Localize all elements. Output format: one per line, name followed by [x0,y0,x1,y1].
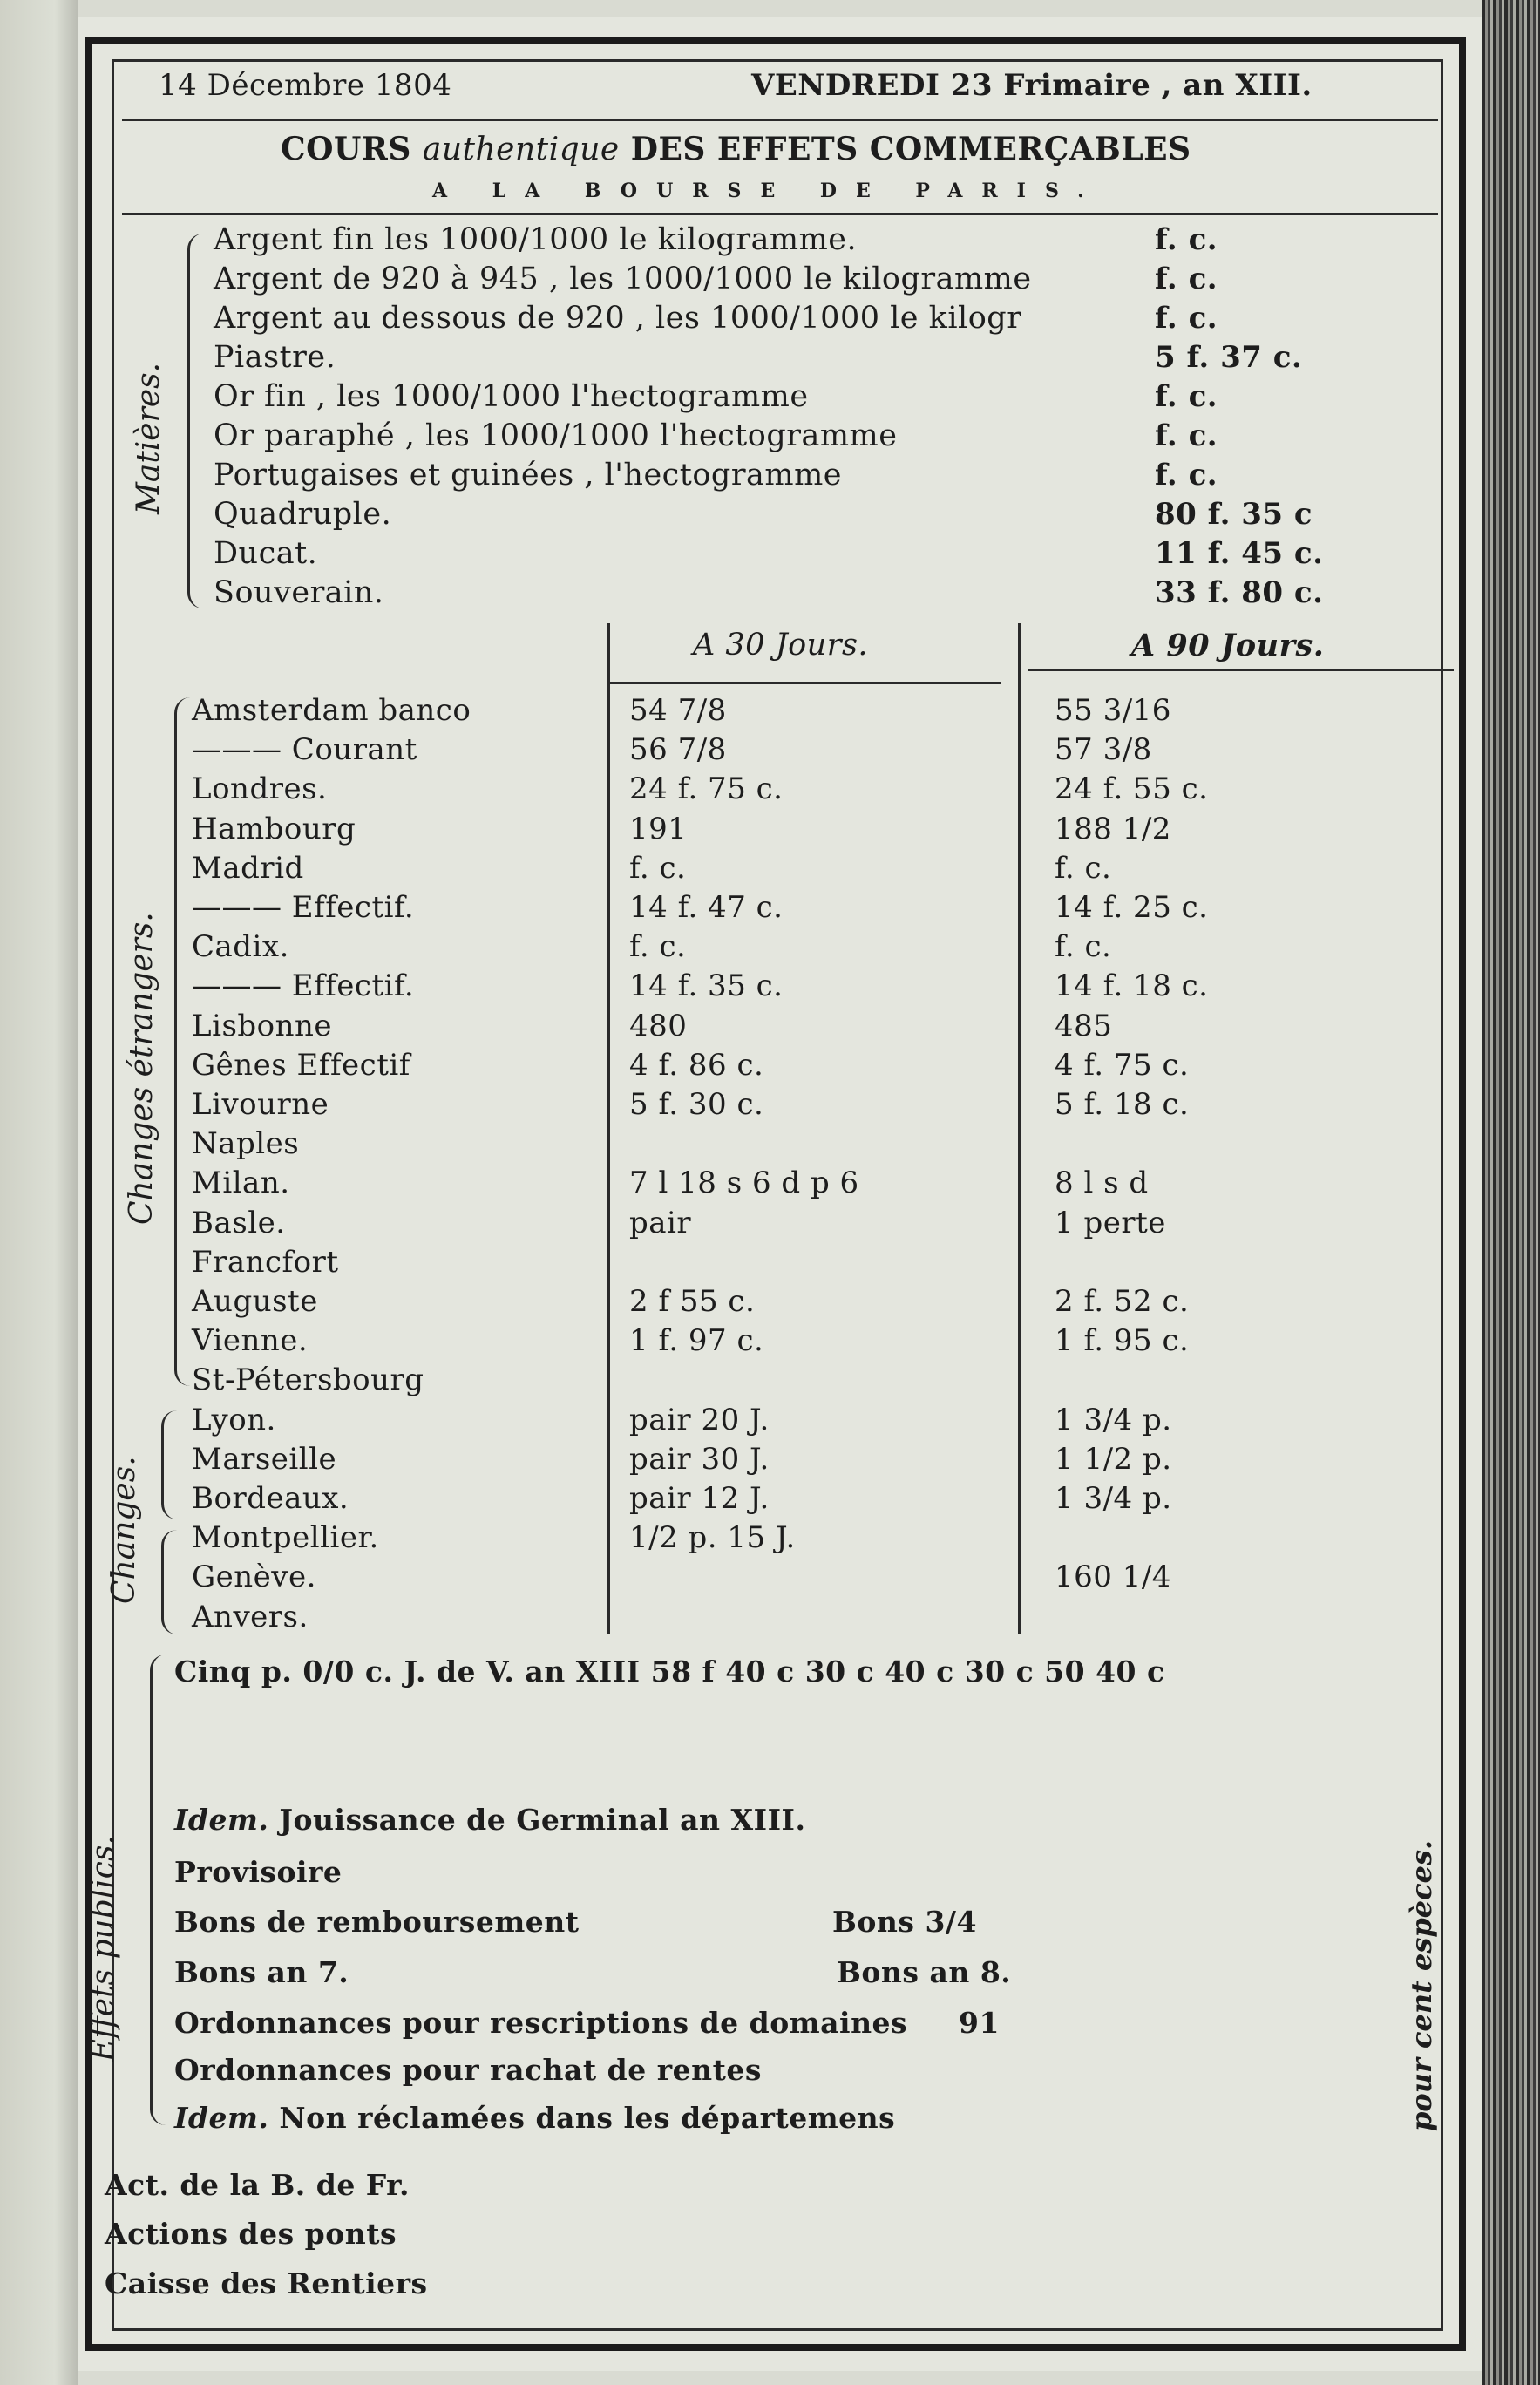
date-gregorian: 14 Décembre 1804 [159,68,452,103]
facing-page-edge [0,0,78,2385]
page-title [281,131,1191,167]
idem-label-2: Idem. [174,2101,269,2135]
changes-row-label: ——— Effectif. [192,890,415,925]
changes-row-90-jours: f. c. [1055,850,1112,886]
matieres-row-label: Souverain. [214,575,384,610]
changes-row-label: Londres. [192,771,328,807]
changes-row-30-jours: 5 f. 30 c. [629,1087,764,1122]
matieres-row-label: Ducat. [214,536,318,571]
title-italic: authentique [422,132,620,167]
changes-row-label: Lyon. [192,1402,276,1437]
effets-bons-an-8: Bons an 8. [837,1955,1012,1989]
matieres-brace [187,234,209,608]
changes-row-90-jours: 1 perte [1055,1205,1166,1240]
footer-line-2: Actions des ponts [105,2217,397,2251]
book-page-edges [1482,0,1540,2385]
changes-row-30-jours: 191 [629,811,688,846]
changes-interior-brace [161,1410,180,1519]
changes-row-30-jours: pair [629,1205,692,1240]
changes-row-30-jours: 1 f. 97 c. [629,1323,764,1359]
matieres-row-label: Or paraphé , les 1000/1000 l'hectogramme [214,418,898,453]
changes-row-90-jours: 485 [1055,1008,1113,1043]
changes-row-30-jours: 1/2 p. 15 J. [629,1520,796,1556]
col-divider-left [607,623,610,1634]
effets-idem-non-reclamees [174,2101,895,2135]
effets-idem-jouissance [174,1803,805,1837]
matieres-row-label: Quadruple. [214,497,392,532]
effets-ordonnances-rachat: Ordonnances pour rachat de rentes [174,2053,762,2087]
jouissance-text: Jouissance de Germinal an XIII. [279,1803,806,1837]
changes-row-label: Bordeaux. [192,1481,349,1516]
effets-bons-3-4: Bons 3/4 [832,1905,977,1939]
changes-row-90-jours: 14 f. 18 c. [1055,968,1209,1004]
footer-line-1: Act. de la B. de Fr. [105,2168,410,2202]
changes-row-label: Basle. [192,1205,286,1240]
changes-row-label: Francfort [192,1244,339,1280]
changes-row-label: Lisbonne [192,1008,333,1043]
changes-row-label: Hambourg [192,811,356,846]
changes-row-label: Milan. [192,1165,290,1201]
effets-provisoire: Provisoire [174,1855,343,1889]
section-label-changes: Changes. [106,1456,142,1604]
effets-brace [150,1655,170,2125]
idem-label: Idem. [174,1803,269,1837]
col-head-30-text: A 30 Jours. [693,628,869,662]
changes-row-label: Montpellier. [192,1520,379,1556]
changes-row-label: Amsterdam banco [192,693,471,728]
date-republican: VENDREDI 23 Frimaire , an XIII. [751,68,1313,103]
changes-row-90-jours: 1 3/4 p. [1055,1402,1172,1437]
effets-ordonnances-value: 91 [959,2006,1000,2040]
matieres-row-value: f. c. [1155,379,1218,414]
changes-row-30-jours: f. c. [629,850,687,886]
matieres-row-value: 33 f. 80 c. [1155,575,1324,610]
changes-row-label: St-Pétersbourg [192,1362,424,1398]
col-head-90: A 90 Jours. [1131,628,1325,663]
changes-row-label: ——— Effectif. [192,968,415,1004]
changes-row-90-jours: 4 f. 75 c. [1055,1047,1190,1083]
changes-row-30-jours: pair 30 J. [629,1441,770,1477]
changes-row-30-jours: 54 7/8 [629,693,727,728]
matieres-row-value: f. c. [1155,301,1218,336]
effets-bons-an-7: Bons an 7. [174,1955,349,1989]
changes-row-90-jours: 24 f. 55 c. [1055,771,1209,807]
page-subtitle: A LA BOURSE DE PARIS. [432,180,1103,202]
col-head-30 [693,628,868,662]
matieres-row-label: Or fin , les 1000/1000 l'hectogramme [214,379,809,414]
matieres-row-label: Piastre. [214,340,336,375]
changes-row-30-jours: f. c. [629,929,687,965]
matieres-row-value: 5 f. 37 c. [1155,340,1303,375]
changes-row-90-jours: 1 3/4 p. [1055,1481,1172,1516]
changes-row-label: Auguste [192,1284,318,1319]
effets-ordonnances-rescriptions: Ordonnances pour rescriptions de domaines [174,2006,908,2040]
header-rule [122,119,1438,121]
changes-row-label: Madrid [192,850,304,886]
changes-row-30-jours: pair 12 J. [629,1481,770,1516]
changes-row-90-jours: 1 1/2 p. [1055,1441,1172,1477]
section-label-effets: Effets publics. [85,1835,121,2062]
changes-row-30-jours: 14 f. 47 c. [629,890,784,925]
col-90-rule [1028,669,1454,671]
changes-row-90-jours: 14 f. 25 c. [1055,890,1209,925]
changes-row-30-jours: 480 [629,1008,688,1043]
side-label-pour-cent: pour cent espèces. [1405,1839,1438,2131]
changes-row-90-jours: 1 f. 95 c. [1055,1323,1190,1359]
changes-row-90-jours: 2 f. 52 c. [1055,1284,1190,1319]
changes-row-30-jours: 2 f 55 c. [629,1284,756,1319]
section-label-matieres: Matières. [131,362,166,514]
section-label-changes-etrangers: Changes étrangers. [124,912,159,1225]
changes-row-label: Livourne [192,1087,329,1122]
title-pre: COURS [281,131,411,167]
changes-row-90-jours: 188 1/2 [1055,811,1171,846]
matieres-row-value: f. c. [1155,418,1218,453]
matieres-row-label: Portugaises et guinées , l'hectogramme [214,458,843,493]
changes-row-30-jours: 24 f. 75 c. [629,771,784,807]
matieres-row-value: f. c. [1155,458,1218,493]
effets-bons-remboursement: Bons de remboursement [174,1905,580,1939]
title-post: DES EFFETS COMMERÇABLES [630,131,1191,167]
footer-line-3: Caisse des Rentiers [105,2266,428,2300]
changes-row-label: ——— Courant [192,732,417,768]
changes-row-90-jours: 57 3/8 [1055,732,1152,768]
matieres-row-label: Argent fin les 1000/1000 le kilogramme. [214,222,858,257]
changes-row-label: Marseille [192,1441,337,1477]
changes-row-90-jours: 5 f. 18 c. [1055,1087,1190,1122]
matieres-row-value: 80 f. 35 c [1155,497,1313,532]
changes-row-30-jours: 56 7/8 [629,732,727,768]
changes-row-label: Vienne. [192,1323,309,1359]
changes-row-30-jours: 14 f. 35 c. [629,968,784,1004]
changes-row-90-jours: 160 1/4 [1055,1559,1171,1595]
col-30-rule [610,682,1001,684]
changes-row-label: Naples [192,1126,300,1162]
changes-row-90-jours: f. c. [1055,929,1112,965]
changes-row-label: Gênes Effectif [192,1047,410,1083]
changes-row-90-jours: 55 3/16 [1055,693,1171,728]
matieres-row-value: 11 f. 45 c. [1155,536,1324,571]
col-divider-right [1018,623,1021,1634]
changes-row-label: Cadix. [192,929,289,965]
changes-row-30-jours: pair 20 J. [629,1402,770,1437]
changes-interior-brace-2 [161,1530,180,1634]
matieres-row-value: f. c. [1155,222,1218,257]
matieres-row-label: Argent de 920 à 945 , les 1000/1000 le kilogramme [214,262,1032,296]
effets-cinq-pour-cent: Cinq p. 0/0 c. J. de V. an XIII 58 f 40 c 30 c 40 c 30 c 50 40 c [174,1655,1165,1689]
matieres-row-label: Argent au dessous de 920 , les 1000/1000 le kilogr [214,301,1022,336]
non-reclamees-text: Non réclamées dans les départemens [279,2101,896,2135]
changes-row-30-jours: 4 f. 86 c. [629,1047,764,1083]
changes-row-90-jours: 8 l s d [1055,1165,1149,1201]
changes-row-label: Anvers. [192,1599,309,1634]
matieres-row-value: f. c. [1155,262,1218,296]
changes-row-30-jours: 7 l 18 s 6 d p 6 [629,1165,859,1201]
subtitle-rule [122,213,1438,215]
changes-row-label: Genève. [192,1559,316,1595]
